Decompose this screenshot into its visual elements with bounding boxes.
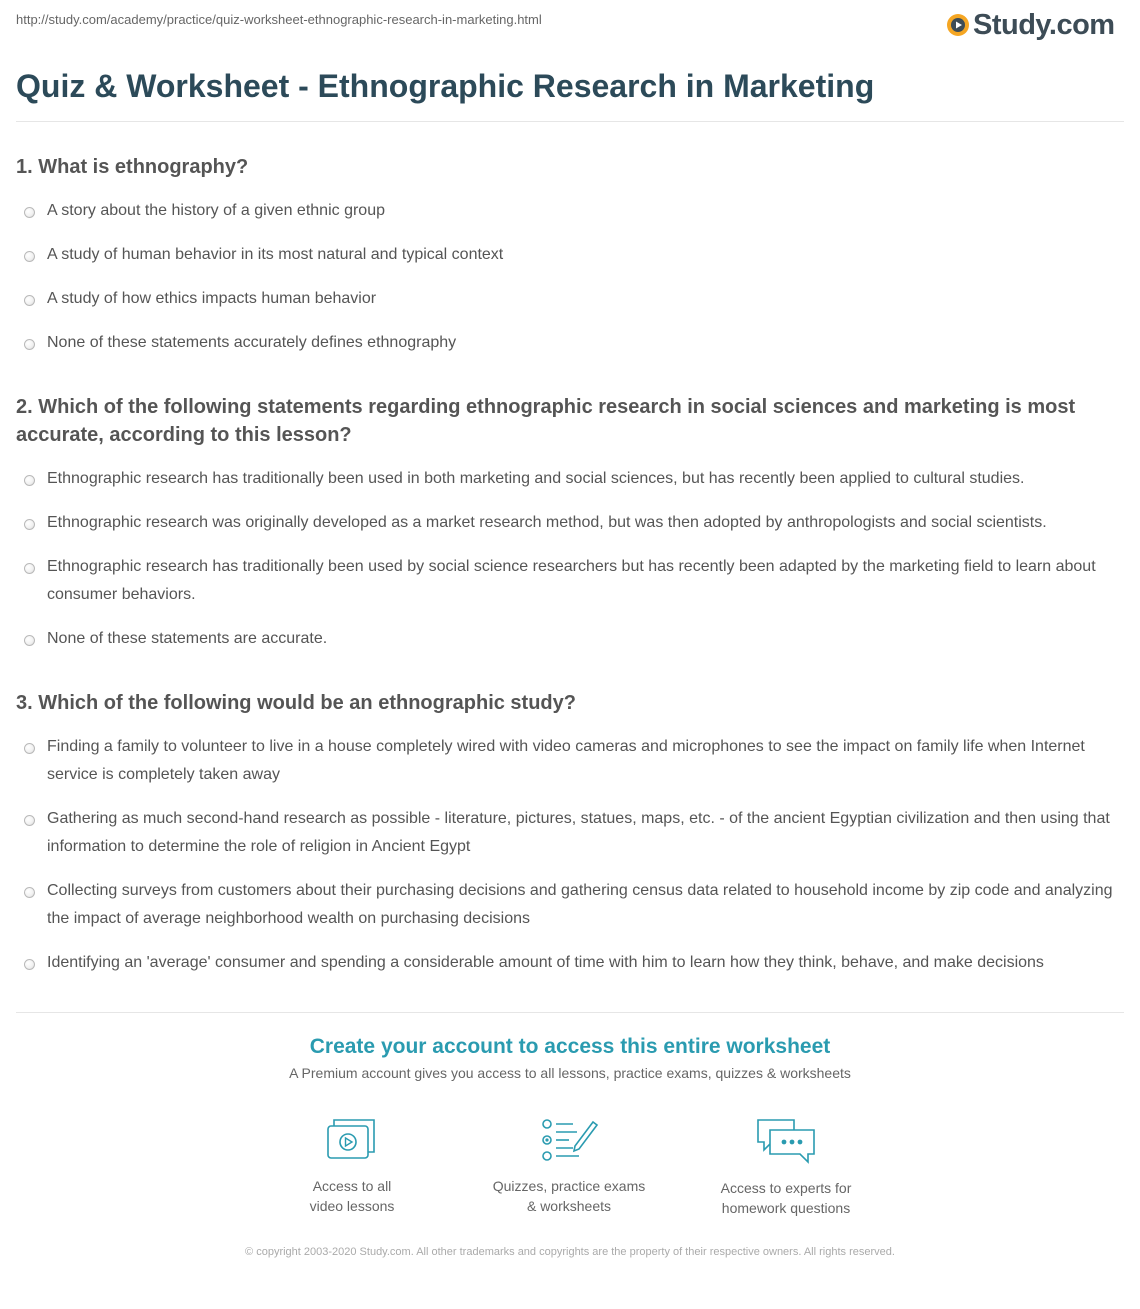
answer-option[interactable]	[16, 809, 1124, 861]
option-label: Ethnographic research was originally developed as a market research method, but was then adopted by anthropologists and social scientists.	[47, 514, 1047, 531]
option-label: None of these statements accurately defines ethnography	[47, 334, 457, 351]
answer-option[interactable]	[16, 289, 1124, 313]
radio-button[interactable]	[24, 519, 35, 530]
radio-button[interactable]	[24, 251, 35, 262]
logo-text: Study.com	[973, 8, 1115, 41]
answer-option[interactable]	[16, 245, 1124, 269]
answer-option[interactable]	[16, 333, 1124, 357]
question-1	[16, 153, 1124, 351]
feature-label: Quizzes, practice exams & worksheets	[492, 1178, 646, 1214]
video-lessons-icon	[324, 1116, 380, 1164]
radio-button[interactable]	[24, 635, 35, 646]
title-divider	[16, 121, 1124, 122]
feature-video-lessons	[262, 1116, 442, 1216]
question-2	[16, 393, 1124, 647]
option-label: Collecting surveys from customers about their purchasing decisions and gathering census data related to household income by zip code and analyzing the impact of average neighborhood wealth on purchasing decisions	[47, 882, 1113, 927]
feature-label: Access to experts for homework questions	[720, 1180, 852, 1216]
page-title: Quiz & Worksheet - Ethnographic Research in Marketing	[16, 68, 875, 104]
answer-option[interactable]	[16, 557, 1124, 609]
section-divider	[16, 1012, 1124, 1013]
answer-option[interactable]	[16, 881, 1124, 933]
option-label: Ethnographic research has traditionally been used by social science researchers but has recently been adapted by the marketing field to learn about consumer behaviors.	[47, 558, 1096, 603]
answer-option[interactable]	[16, 629, 1124, 653]
option-label: Ethnographic research has traditionally been used in both marketing and social sciences, but has recently been applied to cultural studies.	[47, 470, 1025, 487]
radio-button[interactable]	[24, 563, 35, 574]
radio-button[interactable]	[24, 207, 35, 218]
option-label: A study of how ethics impacts human behavior	[47, 290, 377, 307]
radio-button[interactable]	[24, 743, 35, 754]
option-label: None of these statements are accurate.	[47, 630, 328, 647]
option-label: Identifying an 'average' consumer and spending a considerable amount of time with him to learn how they think, behave, and make decisions	[47, 954, 1044, 971]
question-text: 2. Which of the following statements regarding ethnographic research in social sciences and marketing is most accurate, according to this lesson?	[16, 396, 1076, 446]
answer-option[interactable]	[16, 201, 1124, 225]
radio-button[interactable]	[24, 887, 35, 898]
feature-label: Access to all video lessons	[309, 1178, 395, 1214]
top-bar	[0, 0, 1140, 60]
answer-option[interactable]	[16, 953, 1124, 977]
chat-bubbles-icon	[754, 1116, 818, 1166]
answer-option[interactable]	[16, 737, 1124, 789]
option-label: A study of human behavior in its most natural and typical context	[47, 246, 504, 263]
answer-option[interactable]	[16, 513, 1124, 537]
radio-button[interactable]	[24, 815, 35, 826]
question-3	[16, 689, 1124, 971]
copyright-text: © copyright 2003-2020 Study.com. All other trademarks and copyrights are the property of their respective owners. All rights reserved.	[245, 1246, 895, 1258]
option-label: Finding a family to volunteer to live in a house completely wired with video cameras and microphones to see the impact on family life when Internet service is completely taken away	[47, 738, 1085, 783]
answer-option[interactable]	[16, 469, 1124, 493]
promo-subheading: A Premium account gives you access to all lessons, practice exams, quizzes & worksheets	[289, 1065, 851, 1081]
option-label: A story about the history of a given ethnic group	[47, 202, 385, 219]
radio-button[interactable]	[24, 959, 35, 970]
radio-button[interactable]	[24, 339, 35, 350]
feature-experts	[696, 1116, 876, 1218]
radio-button[interactable]	[24, 295, 35, 306]
create-account-link[interactable]: Create your account to access this entire worksheet	[309, 1035, 831, 1058]
option-label: Gathering as much second-hand research as possible - literature, pictures, statues, maps, etc. - of the ancient Egyptian civilization and then using that information to determine the role of religion in Ancient Egypt	[47, 810, 1110, 855]
page-url: http://study.com/academy/practice/quiz-worksheet-ethnographic-research-in-marketing.html	[16, 12, 542, 27]
study-logo[interactable]	[946, 8, 1115, 42]
feature-quizzes	[479, 1116, 659, 1216]
question-text: 1. What is ethnography?	[16, 156, 249, 178]
question-text: 3. Which of the following would be an ethnographic study?	[16, 692, 576, 714]
quiz-checklist-icon	[539, 1116, 599, 1164]
play-logo-icon	[946, 13, 970, 37]
radio-button[interactable]	[24, 475, 35, 486]
